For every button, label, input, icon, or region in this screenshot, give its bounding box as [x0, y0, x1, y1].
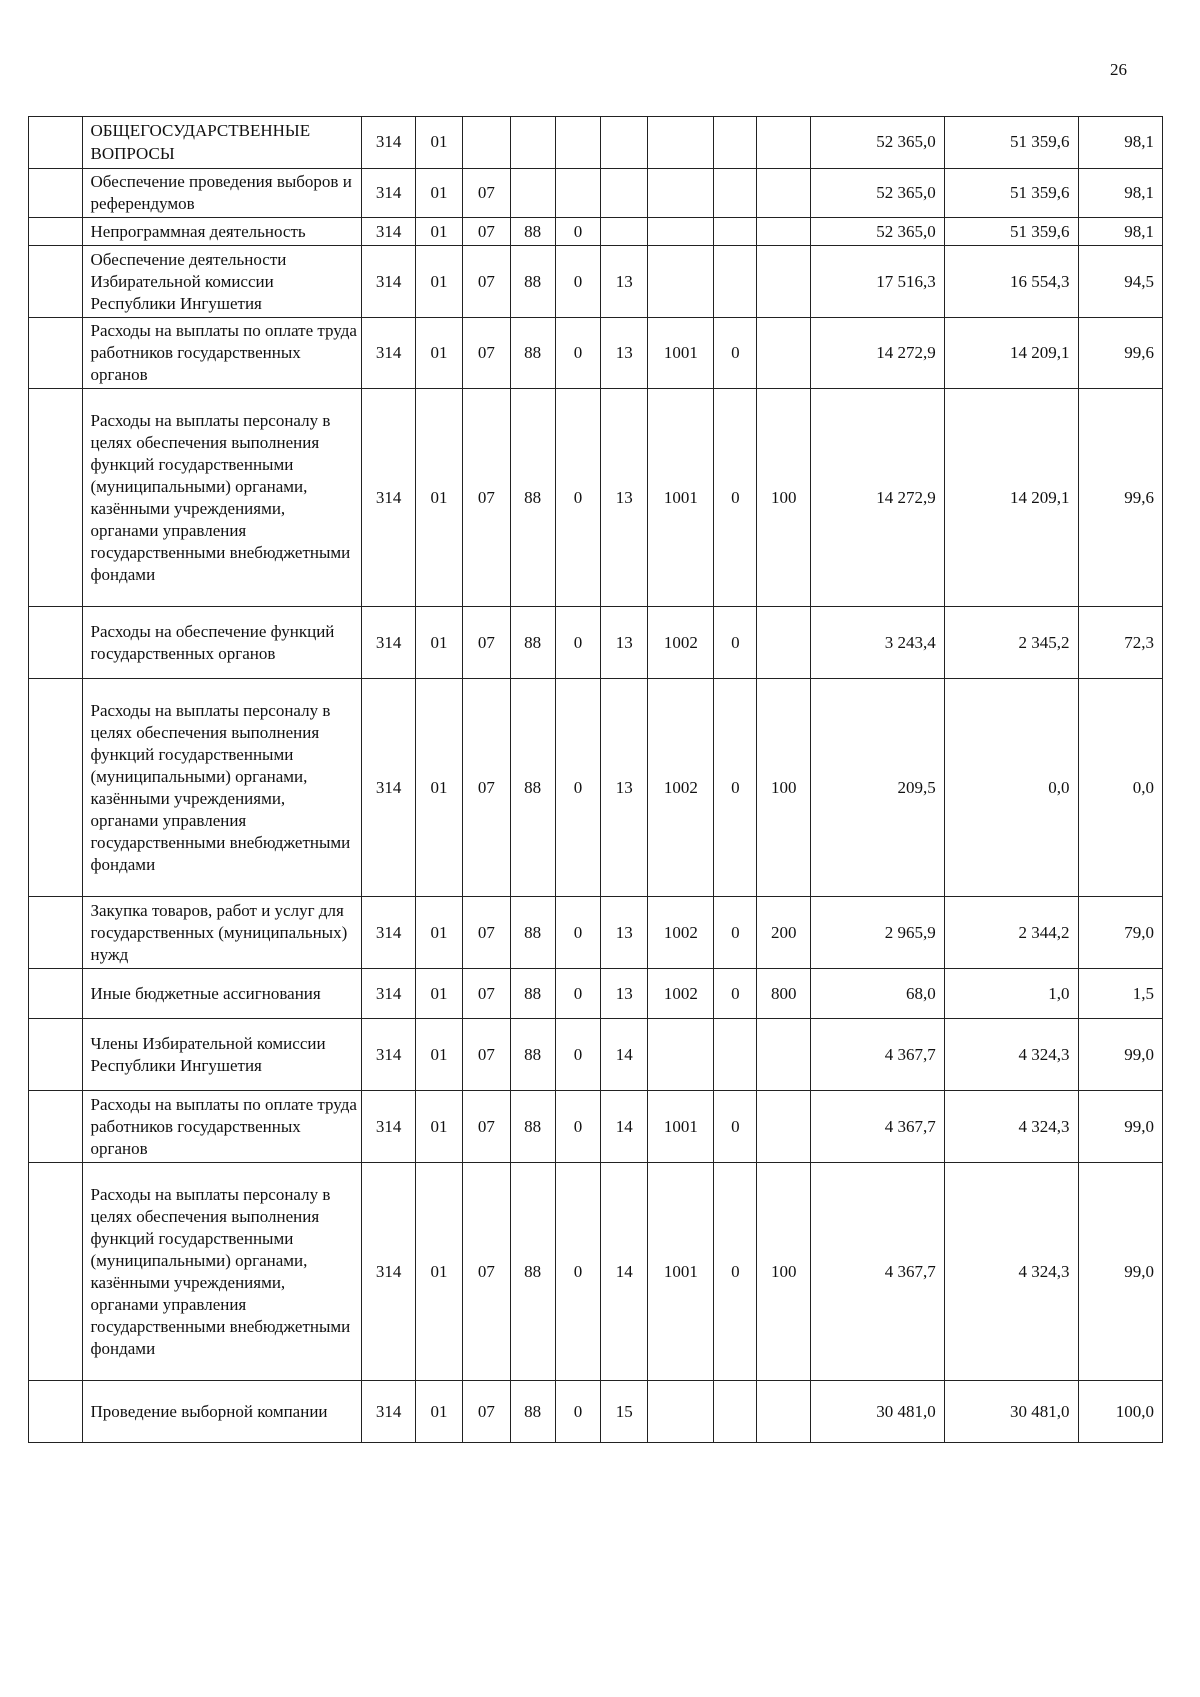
executed-amount: 51 359,6	[944, 169, 1078, 218]
expense-type-code	[757, 246, 811, 318]
expense-code	[648, 1019, 714, 1091]
admin-code: 314	[362, 1091, 416, 1163]
expense-type-code	[757, 607, 811, 679]
section-code: 01	[415, 117, 462, 169]
executed-amount: 14 209,1	[944, 389, 1078, 607]
subsection-code: 07	[463, 389, 510, 607]
section-code: 01	[415, 218, 462, 246]
program-code: 88	[510, 679, 555, 897]
expense-code: 1002	[648, 969, 714, 1019]
direction-code	[601, 169, 648, 218]
subexpense-code	[714, 1019, 757, 1091]
execution-percent: 98,1	[1078, 117, 1163, 169]
expense-type-code	[757, 218, 811, 246]
subexpense-code: 0	[714, 607, 757, 679]
direction-code	[601, 117, 648, 169]
subexpense-code	[714, 1381, 757, 1443]
executed-amount: 4 324,3	[944, 1163, 1078, 1381]
row-name: Расходы на выплаты по оплате труда работников государственных органов	[82, 318, 362, 389]
section-code: 01	[415, 1019, 462, 1091]
direction-code	[601, 218, 648, 246]
budget-table	[28, 116, 1163, 1443]
executed-amount: 30 481,0	[944, 1381, 1078, 1443]
row-blank-cell	[29, 1381, 83, 1443]
executed-amount: 1,0	[944, 969, 1078, 1019]
admin-code: 314	[362, 1163, 416, 1381]
row-name: Расходы на выплаты персоналу в целях обеспечения выполнения функций государственными (муниципальными) органами, казёнными учреждениями, органами управления государственными внебюджетными фондами	[82, 1163, 362, 1381]
admin-code: 314	[362, 169, 416, 218]
subexpense-code	[714, 169, 757, 218]
expense-type-code	[757, 169, 811, 218]
direction-code: 14	[601, 1019, 648, 1091]
executed-amount: 51 359,6	[944, 218, 1078, 246]
row-blank-cell	[29, 218, 83, 246]
program-code: 88	[510, 218, 555, 246]
subsection-code: 07	[463, 1091, 510, 1163]
row-blank-cell	[29, 897, 83, 969]
subsection-code: 07	[463, 969, 510, 1019]
section-code: 01	[415, 969, 462, 1019]
subprogram-code: 0	[555, 1163, 600, 1381]
direction-code: 13	[601, 897, 648, 969]
planned-amount: 2 965,9	[810, 897, 944, 969]
program-code: 88	[510, 969, 555, 1019]
admin-code: 314	[362, 1381, 416, 1443]
subexpense-code: 0	[714, 389, 757, 607]
subprogram-code: 0	[555, 969, 600, 1019]
table-row	[29, 679, 1163, 897]
admin-code: 314	[362, 679, 416, 897]
planned-amount: 30 481,0	[810, 1381, 944, 1443]
execution-percent: 99,6	[1078, 318, 1163, 389]
subsection-code: 07	[463, 679, 510, 897]
subsection-code: 07	[463, 1163, 510, 1381]
planned-amount: 4 367,7	[810, 1163, 944, 1381]
admin-code: 314	[362, 318, 416, 389]
expense-code: 1001	[648, 1163, 714, 1381]
admin-code: 314	[362, 897, 416, 969]
planned-amount: 52 365,0	[810, 218, 944, 246]
section-code: 01	[415, 679, 462, 897]
subexpense-code: 0	[714, 1163, 757, 1381]
section-code: 01	[415, 389, 462, 607]
section-code: 01	[415, 607, 462, 679]
executed-amount: 2 344,2	[944, 897, 1078, 969]
execution-percent: 0,0	[1078, 679, 1163, 897]
planned-amount: 17 516,3	[810, 246, 944, 318]
subsection-code: 07	[463, 318, 510, 389]
direction-code: 13	[601, 969, 648, 1019]
section-code: 01	[415, 318, 462, 389]
expense-type-code: 800	[757, 969, 811, 1019]
row-name: Расходы на выплаты персоналу в целях обеспечения выполнения функций государственными (муниципальными) органами, казёнными учреждениями, органами управления государственными внебюджетными фондами	[82, 389, 362, 607]
direction-code: 13	[601, 607, 648, 679]
row-name: Обеспечение проведения выборов и референдумов	[82, 169, 362, 218]
row-blank-cell	[29, 169, 83, 218]
section-code: 01	[415, 246, 462, 318]
expense-code: 1001	[648, 318, 714, 389]
program-code: 88	[510, 1019, 555, 1091]
row-name: Обеспечение деятельности Избирательной комиссии Республики Ингушетия	[82, 246, 362, 318]
subsection-code: 07	[463, 1019, 510, 1091]
table-row	[29, 246, 1163, 318]
program-code: 88	[510, 389, 555, 607]
page-number: 26	[1110, 60, 1127, 79]
table-row	[29, 318, 1163, 389]
row-blank-cell	[29, 679, 83, 897]
row-name: ОБЩЕГОСУДАРСТВЕННЫЕ ВОПРОСЫ	[82, 117, 362, 169]
planned-amount: 209,5	[810, 679, 944, 897]
planned-amount: 68,0	[810, 969, 944, 1019]
table-row	[29, 117, 1163, 169]
subprogram-code: 0	[555, 1091, 600, 1163]
subprogram-code: 0	[555, 897, 600, 969]
admin-code: 314	[362, 607, 416, 679]
planned-amount: 4 367,7	[810, 1091, 944, 1163]
admin-code: 314	[362, 246, 416, 318]
execution-percent: 98,1	[1078, 169, 1163, 218]
program-code: 88	[510, 1163, 555, 1381]
planned-amount: 52 365,0	[810, 169, 944, 218]
executed-amount: 14 209,1	[944, 318, 1078, 389]
subprogram-code: 0	[555, 246, 600, 318]
direction-code: 15	[601, 1381, 648, 1443]
planned-amount: 14 272,9	[810, 318, 944, 389]
expense-code: 1002	[648, 679, 714, 897]
table-row	[29, 1163, 1163, 1381]
expense-type-code	[757, 1381, 811, 1443]
table-row	[29, 969, 1163, 1019]
row-blank-cell	[29, 1091, 83, 1163]
execution-percent: 98,1	[1078, 218, 1163, 246]
subsection-code: 07	[463, 897, 510, 969]
row-name: Иные бюджетные ассигнования	[82, 969, 362, 1019]
executed-amount: 16 554,3	[944, 246, 1078, 318]
subprogram-code: 0	[555, 679, 600, 897]
expense-type-code: 100	[757, 679, 811, 897]
subprogram-code: 0	[555, 1019, 600, 1091]
section-code: 01	[415, 1381, 462, 1443]
admin-code: 314	[362, 117, 416, 169]
subexpense-code	[714, 246, 757, 318]
expense-code: 1002	[648, 607, 714, 679]
table-row	[29, 389, 1163, 607]
execution-percent: 100,0	[1078, 1381, 1163, 1443]
subprogram-code	[555, 117, 600, 169]
direction-code: 14	[601, 1091, 648, 1163]
subprogram-code: 0	[555, 1381, 600, 1443]
row-blank-cell	[29, 389, 83, 607]
execution-percent: 99,6	[1078, 389, 1163, 607]
admin-code: 314	[362, 1019, 416, 1091]
row-blank-cell	[29, 117, 83, 169]
row-name: Расходы на выплаты по оплате труда работников государственных органов	[82, 1091, 362, 1163]
subsection-code	[463, 117, 510, 169]
subprogram-code	[555, 169, 600, 218]
subexpense-code: 0	[714, 679, 757, 897]
subsection-code: 07	[463, 169, 510, 218]
expense-type-code	[757, 318, 811, 389]
row-blank-cell	[29, 1163, 83, 1381]
subprogram-code: 0	[555, 318, 600, 389]
expense-type-code: 100	[757, 389, 811, 607]
table-row	[29, 607, 1163, 679]
table-row	[29, 1091, 1163, 1163]
program-code: 88	[510, 1381, 555, 1443]
planned-amount: 52 365,0	[810, 117, 944, 169]
executed-amount: 0,0	[944, 679, 1078, 897]
execution-percent: 99,0	[1078, 1163, 1163, 1381]
budget-table-body	[29, 117, 1163, 1443]
row-name: Расходы на выплаты персоналу в целях обеспечения выполнения функций государственными (муниципальными) органами, казёнными учреждениями, органами управления государственными внебюджетными фондами	[82, 679, 362, 897]
direction-code: 13	[601, 679, 648, 897]
execution-percent: 79,0	[1078, 897, 1163, 969]
table-row	[29, 218, 1163, 246]
expense-type-code	[757, 117, 811, 169]
planned-amount: 4 367,7	[810, 1019, 944, 1091]
direction-code: 14	[601, 1163, 648, 1381]
expense-code: 1002	[648, 897, 714, 969]
subsection-code: 07	[463, 246, 510, 318]
table-row	[29, 169, 1163, 218]
execution-percent: 99,0	[1078, 1019, 1163, 1091]
section-code: 01	[415, 1163, 462, 1381]
admin-code: 314	[362, 389, 416, 607]
row-blank-cell	[29, 969, 83, 1019]
subexpense-code	[714, 218, 757, 246]
expense-type-code: 100	[757, 1163, 811, 1381]
row-name: Члены Избирательной комиссии Республики Ингушетия	[82, 1019, 362, 1091]
admin-code: 314	[362, 218, 416, 246]
executed-amount: 2 345,2	[944, 607, 1078, 679]
row-blank-cell	[29, 318, 83, 389]
row-name: Непрограммная деятельность	[82, 218, 362, 246]
expense-code	[648, 218, 714, 246]
program-code: 88	[510, 318, 555, 389]
subexpense-code: 0	[714, 969, 757, 1019]
execution-percent: 1,5	[1078, 969, 1163, 1019]
execution-percent: 94,5	[1078, 246, 1163, 318]
executed-amount: 51 359,6	[944, 117, 1078, 169]
expense-code	[648, 117, 714, 169]
row-name: Расходы на обеспечение функций государственных органов	[82, 607, 362, 679]
row-name: Проведение выборной компании	[82, 1381, 362, 1443]
subprogram-code: 0	[555, 607, 600, 679]
subexpense-code	[714, 117, 757, 169]
row-blank-cell	[29, 607, 83, 679]
program-code: 88	[510, 607, 555, 679]
expense-code	[648, 1381, 714, 1443]
program-code	[510, 117, 555, 169]
executed-amount: 4 324,3	[944, 1019, 1078, 1091]
subprogram-code: 0	[555, 389, 600, 607]
planned-amount: 14 272,9	[810, 389, 944, 607]
subexpense-code: 0	[714, 1091, 757, 1163]
expense-code	[648, 246, 714, 318]
program-code: 88	[510, 1091, 555, 1163]
row-blank-cell	[29, 1019, 83, 1091]
direction-code: 13	[601, 389, 648, 607]
program-code: 88	[510, 246, 555, 318]
subexpense-code: 0	[714, 897, 757, 969]
subprogram-code: 0	[555, 218, 600, 246]
expense-type-code: 200	[757, 897, 811, 969]
executed-amount: 4 324,3	[944, 1091, 1078, 1163]
section-code: 01	[415, 1091, 462, 1163]
subsection-code: 07	[463, 1381, 510, 1443]
expense-type-code	[757, 1091, 811, 1163]
subsection-code: 07	[463, 218, 510, 246]
admin-code: 314	[362, 969, 416, 1019]
execution-percent: 72,3	[1078, 607, 1163, 679]
subexpense-code: 0	[714, 318, 757, 389]
direction-code: 13	[601, 246, 648, 318]
row-blank-cell	[29, 246, 83, 318]
table-row	[29, 897, 1163, 969]
subsection-code: 07	[463, 607, 510, 679]
expense-type-code	[757, 1019, 811, 1091]
table-row	[29, 1381, 1163, 1443]
row-name: Закупка товаров, работ и услуг для государственных (муниципальных) нужд	[82, 897, 362, 969]
section-code: 01	[415, 169, 462, 218]
section-code: 01	[415, 897, 462, 969]
expense-code	[648, 169, 714, 218]
program-code: 88	[510, 897, 555, 969]
execution-percent: 99,0	[1078, 1091, 1163, 1163]
direction-code: 13	[601, 318, 648, 389]
expense-code: 1001	[648, 1091, 714, 1163]
planned-amount: 3 243,4	[810, 607, 944, 679]
table-row	[29, 1019, 1163, 1091]
expense-code: 1001	[648, 389, 714, 607]
program-code	[510, 169, 555, 218]
